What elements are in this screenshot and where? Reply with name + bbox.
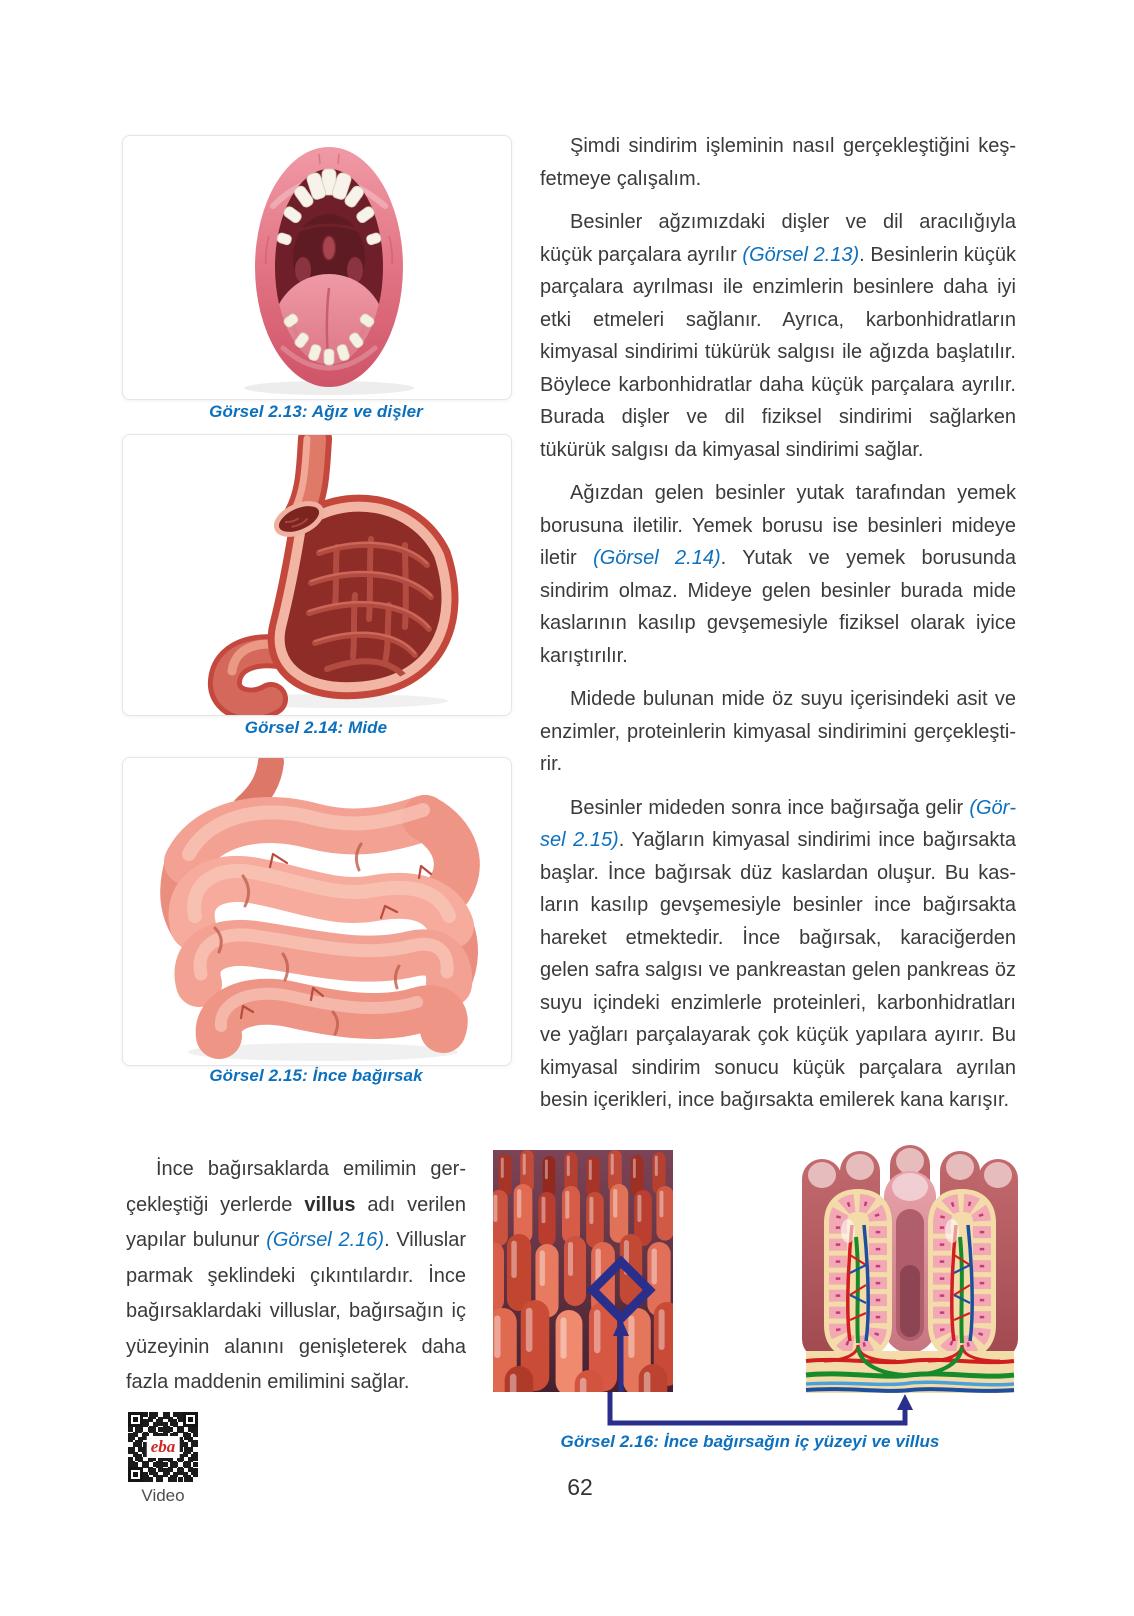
figure-mouth (122, 135, 512, 400)
mouth-illustration (123, 136, 511, 399)
paragraph: İnce bağırsaklarda emilimin gerçekleştiği yerlerde villus adı verilen yapılar bulunur (Görsel 2.16). Villuslar parmak şeklindeki çıkıntılardır. İnce bağırsaklardaki villuslar, bağırsağın iç yüzeyinin alanını genişleterek daha fazla maddenin emilimini sağlar. (126, 1158, 466, 1393)
figure-caption-2-16: Görsel 2.16: İnce bağırsağın iç yüzeyi ve villus (560, 1432, 940, 1451)
bottom-text-column (126, 1152, 466, 1412)
figure-caption-2-14: Görsel 2.14: Mide (244, 718, 388, 737)
qr-finder-icon (128, 1467, 143, 1482)
paragraph: Ağızdan gelen besinler yutak tarafından yemek borusuna iletilir. Yemek borusu ise besinleri mideye iletir (Görsel 2.14). Yutak ve yemek borusunda sindirim olmaz. Mideye gelen besinler burada mide kaslarının kasılıp gevşemesiyle fiziksel olarak iyice karıştırılır. (540, 482, 1017, 667)
qr-finder-icon (128, 1412, 143, 1427)
main-text-column (540, 130, 1016, 1128)
villi-microscopy-illustration (493, 1150, 673, 1392)
magnify-connector-arrow (480, 1392, 1040, 1436)
qr-code (128, 1412, 198, 1482)
small-intestine-illustration (123, 758, 511, 1065)
figure-villus-diagram (802, 1145, 1018, 1397)
qr-video-label: Video (141, 1486, 185, 1505)
figure-small-intestine (122, 757, 512, 1066)
paragraph: Besinler ağzımızdaki dişler ve dil aracılığıyla küçük parçalara ayrılır (Görsel 2.13). Besinlerin küçük parçalara ayrılması ile enzimlerin besinlere daha iyi etki etmeleri sağlanır. Ayrıca, karbonhidratların kimyasal sindirimi tükürük salgısı ile ağızda başlatılır. Böylece karbonhidratlar daha küçük parçalara ayrılır. Burada dişler ve dil fiziksel sindirimi sağlarken tükürük salgısı da kimyasal sindirimi sağlar. (540, 211, 1016, 461)
paragraph: Midede bulunan mide öz suyu içerisindeki asit ve enzimler, proteinlerin kimyasal sindirimini gerçekleştirir. (540, 688, 1016, 775)
figure-caption-2-13: Görsel 2.13: Ağız ve dişler (209, 402, 423, 421)
paragraph: Şimdi sindirim işleminin nasıl gerçekleştiğini keşfetmeye çalışalım. (540, 135, 1016, 190)
figure-caption-2-15: Görsel 2.15: İnce bağırsak (209, 1066, 423, 1085)
figure-stomach (122, 434, 512, 716)
figure-villi-photo (493, 1150, 673, 1392)
eba-logo: eba (147, 1436, 180, 1458)
qr-finder-icon (183, 1412, 198, 1427)
stomach-illustration (123, 435, 511, 715)
paragraph: Besinler mideden sonra ince bağırsağa gelir (Görsel 2.15). Yağların kimyasal sindirimi ince bağırsakta başlar. İnce bağırsak düz kaslardan oluşur. Bu kasların kasılıp gevşemesiyle besinler ince bağırsakta hareket etmektedir. İnce bağırsak, karaciğerden gelen safra salgısı ve pankreastan gelen pankreas öz suyu içindeki enzimlerle proteinleri, karbonhidratları ve yağları parçalayarak çok küçük yapılara ayırır. Bu kimyasal sindirim sonucu küçük parçalara ayrılan besin içerikleri, ince bağırsakta emilerek kana karışır. (540, 796, 1016, 1111)
page-number: 62 (567, 1474, 593, 1500)
villus-diagram-illustration (802, 1145, 1018, 1397)
